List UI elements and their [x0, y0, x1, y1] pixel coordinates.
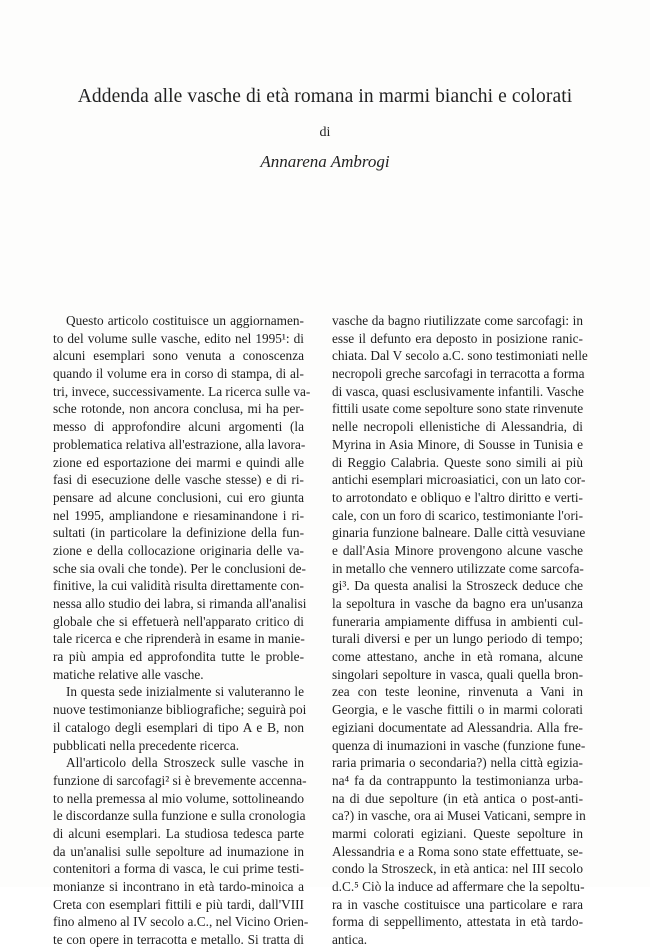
text-line: condo la Stroszeck, in età antica: nel III secolo: [332, 861, 583, 877]
text-line: e dall'Asia Minore provengono alcune vasche: [332, 542, 583, 558]
text-line: Alessandria e a Roma sono state effettuate, se-: [332, 843, 583, 859]
text-line: quenza di inumazioni in vasche (funzione fune-: [332, 737, 586, 753]
byline-di: di: [319, 125, 331, 140]
text-line: sche rotonde, non ancora conclusa, mi ha per-: [53, 401, 304, 417]
text-line: monianze si incontrano in età tardo-minoica a: [53, 879, 304, 894]
text-line: contenitori a forma di vasca, le cui prime testi-: [53, 861, 304, 877]
text-line: ra più ampia ed approfondita tutte le proble-: [53, 649, 304, 665]
text-line: Questo articolo costituisce un aggiornamen-: [66, 313, 304, 328]
text-line: nessa allo studio dei labra, si rimanda all'analisi: [53, 596, 307, 611]
text-line: te con opere in terracotta e metallo. Si tratta di: [53, 932, 304, 948]
text-line: di Reggio Calabria. Queste sono simili ai più: [332, 454, 583, 470]
text-line: di vasca, quasi esclusivamente infantili. Vasche: [332, 383, 584, 399]
text-line: ginaria funzione balneare. Dalle città vesuviane: [332, 525, 586, 541]
text-line: globale che si effetuerà nell'apparato critico di: [53, 613, 304, 629]
text-line: gi³. Da questa analisi la Stroszeck deduce che: [332, 578, 583, 594]
author-name: Annarena Ambrogi: [260, 152, 390, 171]
text-line: vasche da bagno riutilizzate come sarcofagi: in: [332, 313, 583, 328]
text-line: ca?) in vasche, ora ai Musei Vaticani, sempre in: [332, 808, 586, 824]
text-line: forma di seppellimento, attestata in età tardo-: [332, 914, 583, 930]
text-line: raria primaria o secondaria?) nella città egizia-: [332, 755, 583, 771]
text-line: d.C.⁵ Ciò la induce ad affermare che la sepoltu-: [332, 879, 585, 894]
text-line: zione ed esportazione dei marmi e quindi alle: [53, 454, 304, 470]
text-line: fittili usate come sepolture sono state rinvenute: [332, 401, 584, 417]
body-column-right: [332, 312, 588, 949]
text-line: tale ricerca e che riprenderà in esame in manie-: [53, 631, 305, 647]
text-line: fasi di esecuzione delle vasche stesse) e di ri-: [53, 472, 304, 488]
text-line: pubblicati nella precedente ricerca.: [53, 737, 240, 753]
text-line: sultati (in particolare la definizione della fun-: [53, 525, 304, 541]
text-line: nuove testimonianze bibliografiche; seguirà poi: [53, 702, 307, 718]
text-line: messo di approfondire alcuni argomenti (la: [53, 419, 304, 435]
text-line: Creta con esemplari fittili e più tardi, dall'VIII: [53, 896, 304, 912]
text-line: funzione di sarcofagi² si è brevemente accenna-: [53, 772, 307, 788]
text-line: da un'analisi sulle sepolture ad inumazione in: [53, 843, 304, 859]
text-line: di alcuni esemplari. La studiosa tedesca parte: [53, 825, 304, 841]
text-line: necropoli greche sarcofagi in terracotta a forma: [332, 366, 585, 382]
article-title: Addenda alle vasche di età romana in marmi bianchi e colorati: [77, 86, 573, 107]
text-line: to del volume sulle vasche, edito nel 1995¹: di: [53, 330, 304, 346]
text-line: antichi esemplari microasiatici, con un lato cor-: [332, 472, 586, 488]
text-line: la sepoltura in vasche da bagno era un'usanza: [332, 596, 583, 611]
text-line: to arrotondato e obliquo e l'altro diritto e verti-: [332, 489, 583, 505]
text-line: antica.: [332, 932, 368, 948]
text-line: singolari sepolture in vasca, quali quella bron-: [332, 666, 583, 682]
text-line: le discordanze sulla funzione e sulla cronologia: [53, 808, 306, 824]
text-line: na⁴ fa da contrappunto la testimonianza urba-: [332, 772, 583, 788]
text-line: funeraria ampiamente diffusa in ambienti cul-: [332, 613, 583, 629]
text-line: to nella premessa al mio volume, sottolineando: [53, 790, 304, 806]
body-column-left: [53, 312, 311, 949]
text-line: ra in vasche costituisce una particolare e rara: [332, 896, 583, 912]
text-line: sche sia ovali che tonde). Per le conclusioni de-: [53, 560, 306, 576]
text-line: finitive, la cui validità risulta direttamente con-: [53, 578, 304, 594]
text-line: Myrina in Asia Minore, di Sousse in Tunisia e: [332, 436, 583, 452]
text-line: il catalogo degli esemplari di tipo A e B, non: [53, 719, 304, 735]
text-line: Georgia, e le vasche fittili o in marmi colorati: [332, 702, 583, 718]
text-line: pensare ad alcune conclusioni, cui ero giunta: [53, 489, 304, 505]
text-line: na di due sepolture (in età antica o post-anti-: [332, 790, 583, 806]
text-line: problematica relativa all'estrazione, alla lavora-: [53, 436, 306, 452]
text-line: matiche relative alle vasche.: [53, 666, 204, 682]
text-line: nel 1995, ampliandone e riesaminandone i ri-: [53, 507, 304, 523]
text-line: egiziani documentate ad Alessandria. Alla fre-: [332, 719, 583, 735]
text-line: cale, con un foro di scarico, testimoniante l'ori-: [332, 507, 583, 523]
text-line: fino almeno al IV secolo a.C., nel Vicino Orien-: [53, 914, 309, 930]
text-line: in metallo che vennero utilizzate come sarcofa-: [332, 560, 584, 576]
text-line: turali diversi e per un lungo periodo di tempo;: [332, 631, 583, 647]
text-line: chiata. Dal V secolo a.C. sono testimoniati nelle: [332, 348, 588, 364]
text-line: marmi colorati egiziani. Queste sepolture in: [332, 825, 583, 841]
text-line: All'articolo della Stroszeck sulle vasche in: [66, 755, 304, 771]
text-line: esse il defunto era deposto in posizione ranic-: [332, 330, 583, 346]
text-line: alcuni esemplari sono venuta a conoscenza: [53, 348, 304, 364]
text-line: tri, invece, successivamente. La ricerca sulle va-: [53, 383, 311, 399]
text-line: zea con teste leonine, rinvenuta a Vani in: [332, 684, 583, 700]
text-line: In questa sede inizialmente si valuteranno le: [66, 684, 304, 700]
text-line: quando il volume era in corso di stampa, di al-: [53, 366, 304, 382]
text-line: zione e della collocazione originaria delle va-: [53, 542, 304, 558]
text-line: come attestano, anche in età romana, alcune: [332, 649, 583, 665]
text-line: nelle necropoli ellenistiche di Alessandria, di: [332, 419, 583, 435]
